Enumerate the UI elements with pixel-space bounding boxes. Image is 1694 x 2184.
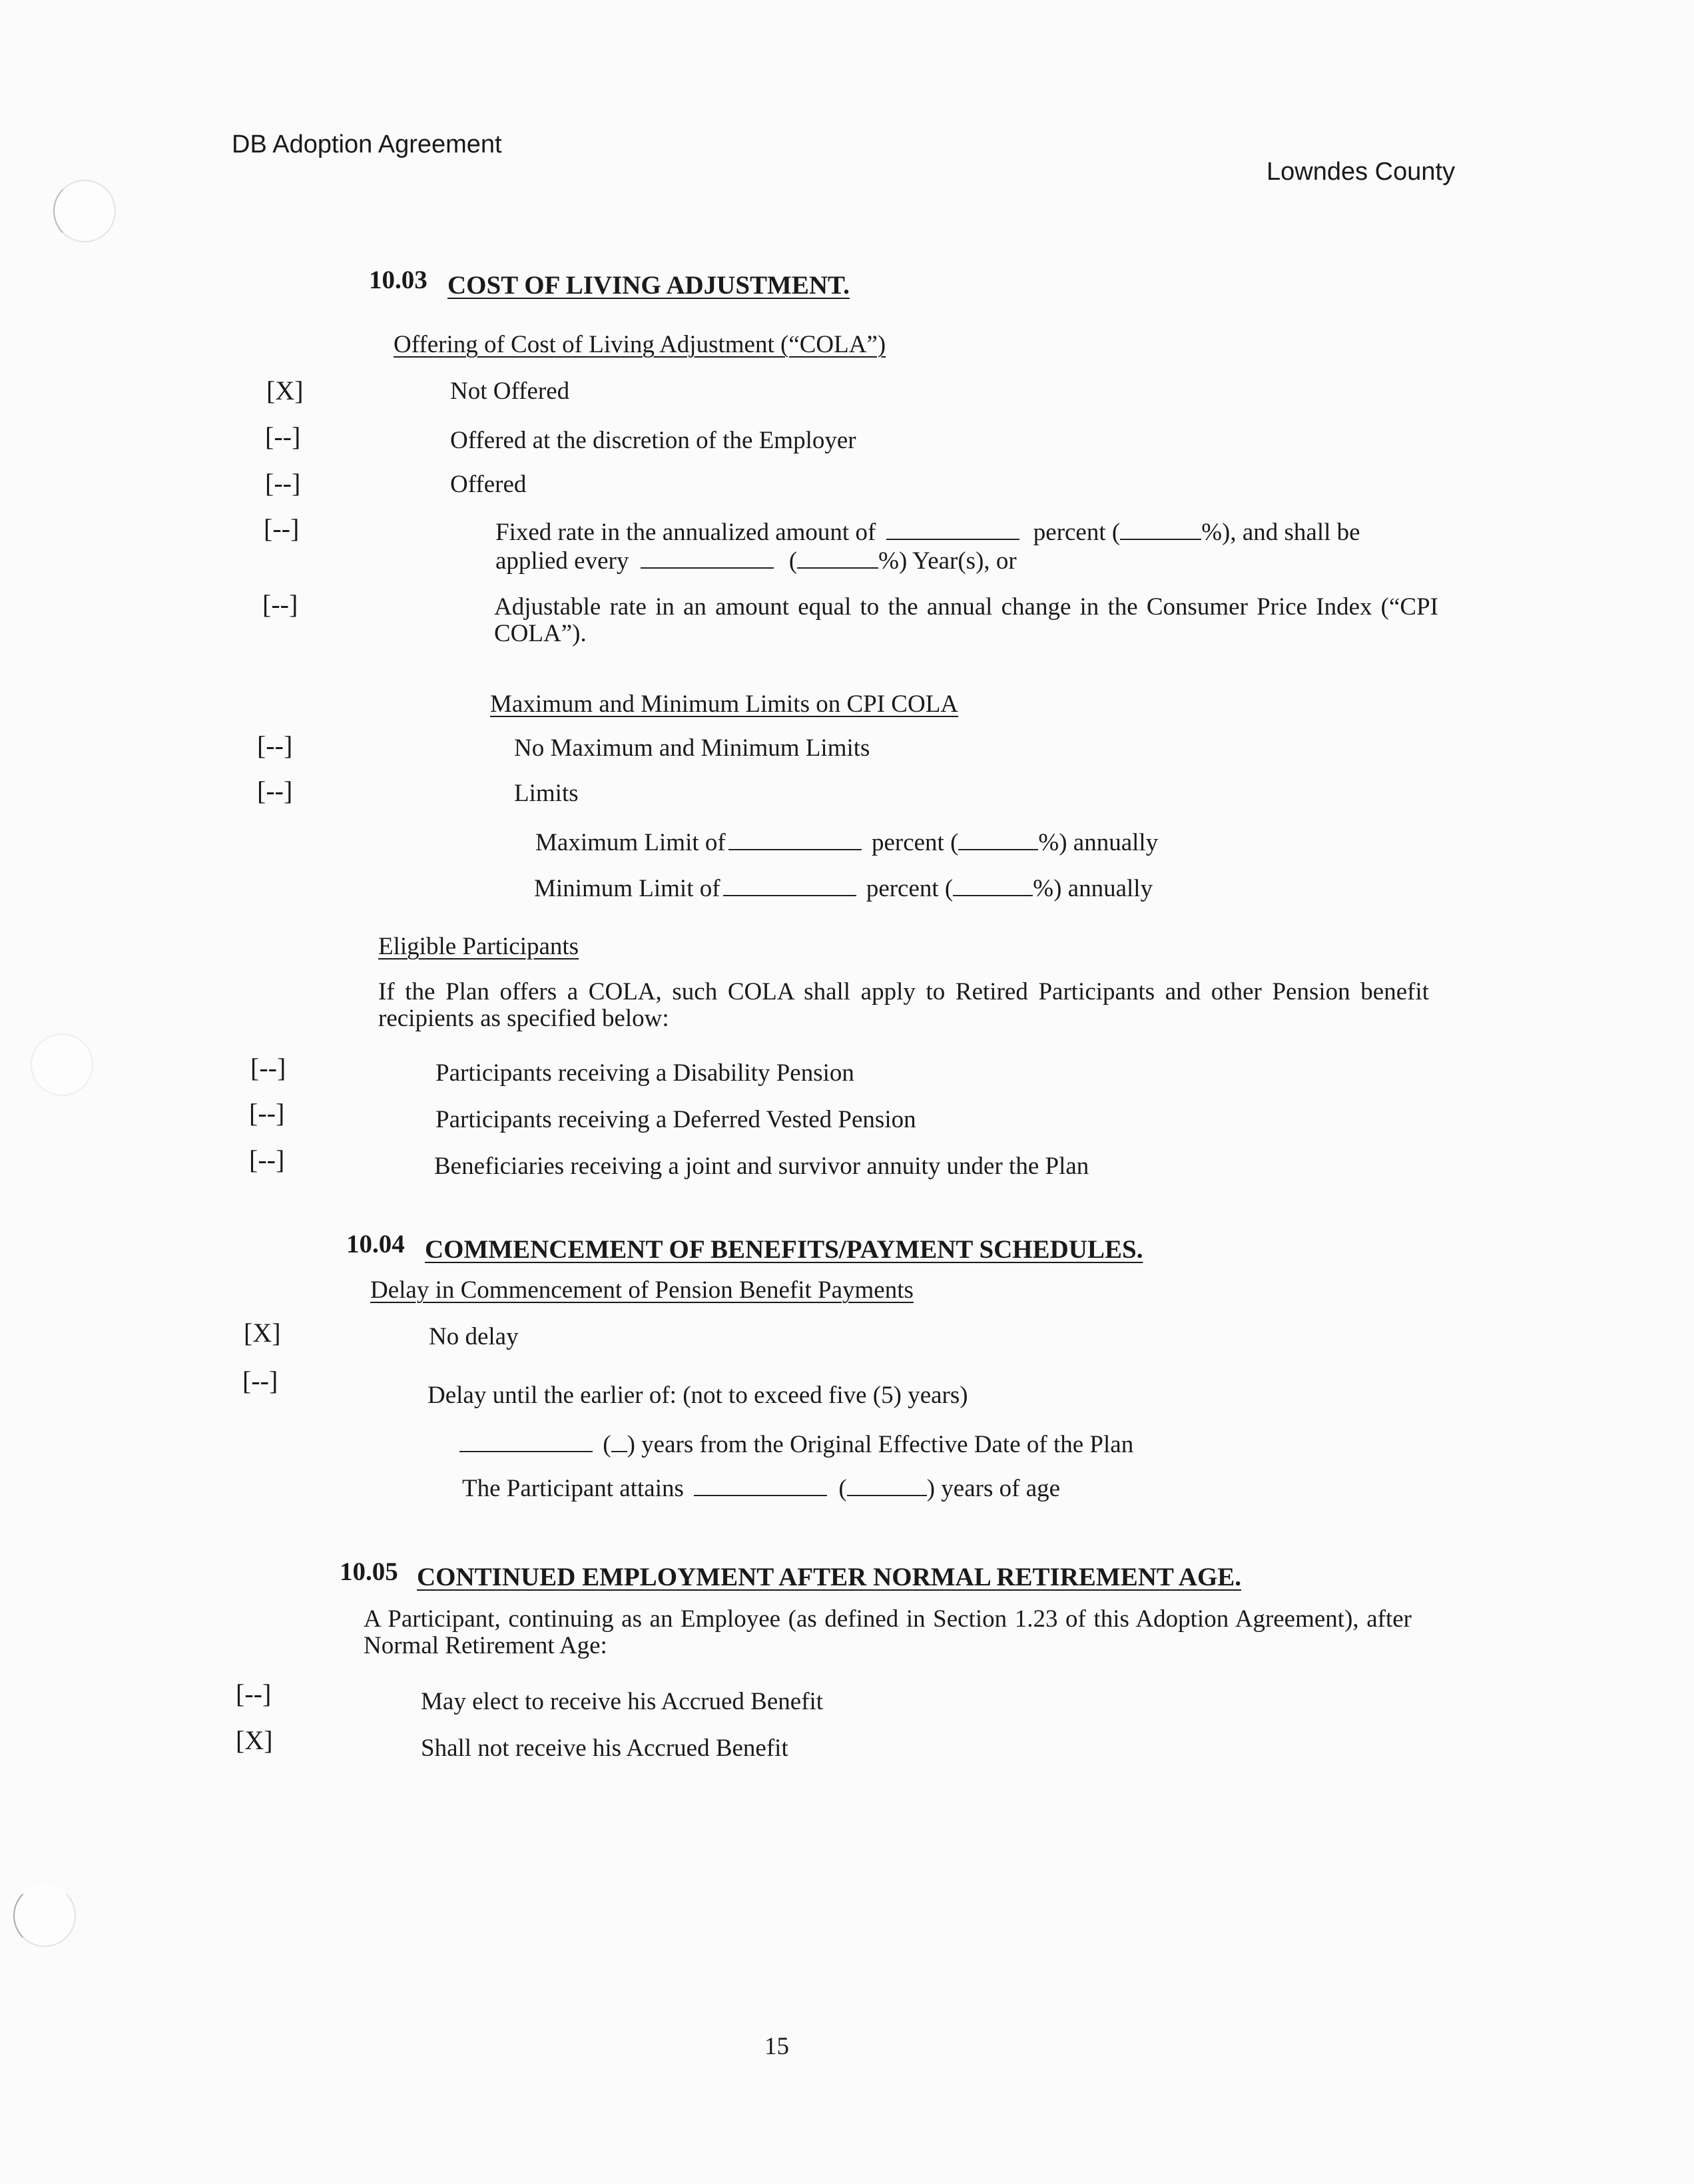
checkbox-deferred-vested[interactable]: [--]	[249, 1098, 285, 1128]
option-shall-not-receive-label: Shall not receive his Accrued Benefit	[421, 1735, 788, 1762]
checkbox-disability-pension[interactable]: [--]	[250, 1053, 286, 1083]
attains-close: ) years of age	[926, 1475, 1061, 1502]
attains-age-blank[interactable]	[694, 1494, 827, 1496]
fixed-rate-text-5: (	[788, 547, 798, 575]
checkbox-not-offered[interactable]: [X]	[266, 376, 304, 406]
fixed-rate-percent-blank[interactable]	[1120, 538, 1201, 540]
checkbox-may-elect[interactable]: [--]	[236, 1679, 272, 1709]
fixed-rate-line-2	[495, 547, 1017, 575]
option-no-limits-label: No Maximum and Minimum Limits	[514, 734, 870, 762]
section-1005-title: CONTINUED EMPLOYMENT AFTER NORMAL RETIREMENT AGE.	[417, 1563, 1242, 1591]
fixed-rate-years-number-blank[interactable]	[797, 567, 878, 569]
max-limit-end: %) annually	[1038, 829, 1159, 856]
min-limit-blank[interactable]	[723, 894, 856, 896]
continued-employment-text: A Participant, continuing as an Employee (as defined in Section 1.23 of this Adoption Agreement), after Normal Retirement Age:	[364, 1605, 1412, 1659]
fixed-rate-text-4: applied every	[495, 547, 629, 575]
section-1004-title: COMMENCEMENT OF BENEFITS/PAYMENT SCHEDULES.	[425, 1235, 1143, 1264]
adjustable-rate-text: Adjustable rate in an amount equal to the annual change in the Consumer Price Index (“CPI COLA”).	[494, 593, 1438, 647]
checkbox-limits[interactable]: [--]	[257, 776, 293, 806]
section-1005-number: 10.05	[340, 1557, 398, 1586]
option-may-elect-label: May elect to receive his Accrued Benefit	[421, 1688, 824, 1715]
punch-hole-middle	[31, 1033, 93, 1096]
option-limits-label: Limits	[514, 780, 579, 807]
option-delay-label: Delay until the earlier of: (not to exceed five (5) years)	[427, 1382, 968, 1409]
offering-heading: Offering of Cost of Living Adjustment (“COLA”)	[394, 331, 886, 358]
checkbox-delay[interactable]: [--]	[242, 1366, 278, 1396]
option-beneficiaries-label: Beneficiaries receiving a joint and survivor annuity under the Plan	[434, 1153, 1089, 1180]
header-left: DB Adoption Agreement	[232, 131, 502, 158]
years-from-close: ) years from the Original Effective Date of the Plan	[627, 1431, 1134, 1458]
min-limit-label: Minimum Limit of	[534, 875, 720, 902]
min-limit-end: %) annually	[1033, 875, 1153, 902]
option-offered-discretion-label: Offered at the discretion of the Employer	[450, 427, 856, 454]
checkbox-shall-not-receive[interactable]: [X]	[236, 1725, 273, 1755]
min-limit-percent-blank[interactable]	[953, 894, 1033, 896]
option-deferred-vested-label: Participants receiving a Deferred Vested Pension	[435, 1106, 916, 1133]
section-1003-number: 10.03	[369, 266, 427, 294]
section-1004-number: 10.04	[346, 1230, 405, 1258]
min-limit-mid: percent (	[866, 875, 954, 902]
fixed-rate-text-6: %) Year(s), or	[878, 547, 1017, 575]
punch-hole-bottom	[13, 1884, 76, 1947]
attains-line	[462, 1474, 1060, 1503]
fixed-rate-text-3: %), and shall be	[1201, 519, 1360, 546]
eligible-text: If the Plan offers a COLA, such COLA shall apply to Retired Participants and other Pension benefit recipients as specified below:	[378, 978, 1429, 1032]
checkbox-fixed-rate[interactable]: [--]	[264, 513, 300, 543]
option-no-delay-label: No delay	[429, 1323, 519, 1350]
checkbox-offered[interactable]: [--]	[265, 468, 301, 498]
fixed-rate-text-2: percent (	[1033, 519, 1121, 546]
option-offered-label: Offered	[450, 471, 527, 498]
max-limit-blank[interactable]	[728, 848, 862, 850]
max-limit-percent-blank[interactable]	[958, 848, 1038, 850]
eligible-heading: Eligible Participants	[378, 933, 579, 960]
delay-heading: Delay in Commencement of Pension Benefit Payments	[370, 1276, 914, 1304]
min-limit-line	[534, 874, 1153, 903]
limits-heading: Maximum and Minimum Limits on CPI COLA	[490, 690, 959, 718]
fixed-rate-text-1: Fixed rate in the annualized amount of	[495, 519, 876, 546]
years-from-number-blank[interactable]	[611, 1450, 627, 1452]
attains-age-number-blank[interactable]	[847, 1494, 927, 1496]
max-limit-label: Maximum Limit of	[535, 829, 726, 856]
checkbox-offered-discretion[interactable]: [--]	[265, 421, 301, 451]
attains-open: (	[838, 1475, 847, 1502]
checkbox-no-delay[interactable]: [X]	[244, 1318, 281, 1348]
fixed-rate-amount-blank[interactable]	[886, 538, 1019, 540]
years-from-line	[459, 1430, 1133, 1459]
option-not-offered-label: Not Offered	[450, 378, 570, 405]
option-disability-pension-label: Participants receiving a Disability Pension	[435, 1059, 854, 1087]
years-from-blank[interactable]	[459, 1450, 593, 1452]
section-1003-title: COST OF LIVING ADJUSTMENT.	[447, 271, 850, 300]
years-from-open: (	[603, 1431, 611, 1458]
punch-hole-top	[53, 180, 116, 242]
fixed-rate-line-1	[495, 518, 1441, 547]
checkbox-adjustable-rate[interactable]: [--]	[262, 589, 298, 619]
page-number: 15	[764, 2033, 789, 2060]
max-limit-mid: percent (	[871, 829, 959, 856]
checkbox-no-limits[interactable]: [--]	[257, 730, 293, 760]
attains-label: The Participant attains	[462, 1475, 684, 1502]
checkbox-beneficiaries[interactable]: [--]	[249, 1145, 285, 1175]
fixed-rate-years-blank[interactable]	[641, 567, 774, 569]
max-limit-line	[535, 828, 1158, 857]
header-right: Lowndes County	[1267, 158, 1456, 186]
